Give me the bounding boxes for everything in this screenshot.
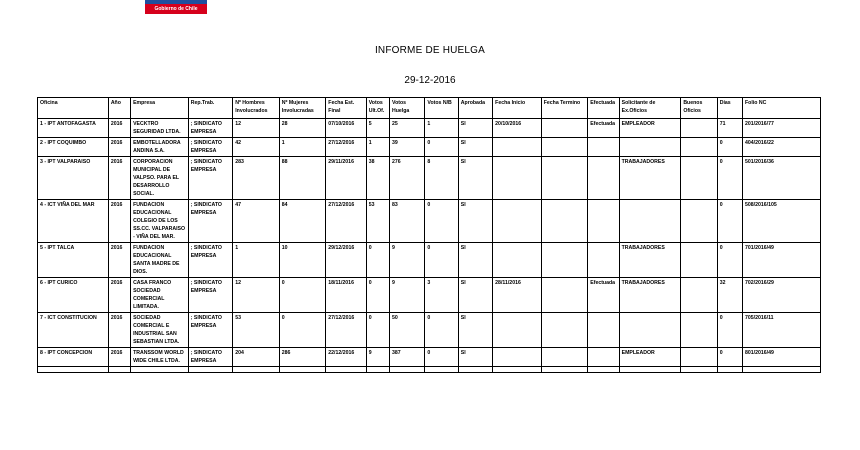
table-cell	[493, 157, 542, 200]
government-logo	[145, 0, 207, 14]
table-cell: 0	[717, 138, 742, 157]
table-cell: 0	[717, 313, 742, 348]
table-cell	[619, 200, 681, 243]
table-cell: 0	[279, 278, 326, 313]
table-cell: 22/12/2016	[326, 348, 366, 367]
table-cell	[541, 200, 588, 243]
table-cell: 28	[279, 119, 326, 138]
table-cell	[493, 348, 542, 367]
column-header: Buenos Oficios	[681, 98, 717, 119]
table-cell: 286	[279, 348, 326, 367]
table-cell: 276	[390, 157, 425, 200]
table-cell: 1	[279, 138, 326, 157]
table-cell	[390, 367, 425, 373]
table-cell: ; SINDICATO EMPRESA	[188, 313, 233, 348]
table-cell	[619, 313, 681, 348]
column-header: Solicitante de Ex.Oficios	[619, 98, 681, 119]
table-cell: 0	[425, 243, 458, 278]
table-cell	[493, 313, 542, 348]
table-cell	[279, 367, 326, 373]
column-header: Folio NC	[743, 98, 821, 119]
table-cell: 1	[425, 119, 458, 138]
table-cell: 201/2016/77	[743, 119, 821, 138]
table-cell	[493, 138, 542, 157]
table-cell: 0	[279, 313, 326, 348]
table-cell: SOCIEDAD COMERCIAL E INDUSTRIAL SAN SEBASTIAN LTDA.	[131, 313, 189, 348]
column-header: Días	[717, 98, 742, 119]
table-cell: 801/2016/49	[743, 348, 821, 367]
table-cell: 387	[390, 348, 425, 367]
table-cell: 2016	[108, 157, 130, 200]
table-cell: 6 - IPT CURICO	[38, 278, 109, 313]
table-cell: 1 - IPT ANTOFAGASTA	[38, 119, 109, 138]
table-cell	[541, 119, 588, 138]
table-cell	[188, 367, 233, 373]
report-date: 29-12-2016	[404, 75, 456, 86]
table-body	[38, 119, 821, 373]
table-cell: CASA FRANCO SOCIEDAD COMERCIAL LIMITADA.	[131, 278, 189, 313]
table-cell: 2016	[108, 278, 130, 313]
column-header: Fecha Termino	[541, 98, 588, 119]
table-cell: 71	[717, 119, 742, 138]
table-cell	[588, 200, 619, 243]
table-cell: SI	[458, 138, 492, 157]
table-cell: 39	[390, 138, 425, 157]
table-cell	[681, 313, 717, 348]
table-cell: 9	[390, 278, 425, 313]
table-cell	[493, 367, 542, 373]
table-cell: 12	[233, 278, 280, 313]
table-cell: SI	[458, 119, 492, 138]
table-cell: 0	[425, 138, 458, 157]
table-cell: ; SINDICATO EMPRESA	[188, 243, 233, 278]
table-cell: 701/2016/49	[743, 243, 821, 278]
table-cell: 27/12/2016	[326, 313, 366, 348]
table-cell: 9	[390, 243, 425, 278]
table-row	[38, 313, 821, 348]
table-cell: 53	[233, 313, 280, 348]
table-cell: 0	[717, 157, 742, 200]
table-cell: 0	[366, 278, 389, 313]
table-row-cutoff	[38, 367, 821, 373]
table-cell: 1	[233, 243, 280, 278]
table-cell: 4 - ICT VIÑA DEL MAR	[38, 200, 109, 243]
table-cell: 702/2016/29	[743, 278, 821, 313]
table-cell: 42	[233, 138, 280, 157]
table-cell	[541, 348, 588, 367]
table-cell: 12	[233, 119, 280, 138]
table-cell: TRABAJADORES	[619, 243, 681, 278]
column-header: Fecha Inicio	[493, 98, 542, 119]
table-cell: 10	[279, 243, 326, 278]
table-cell: 7 - ICT CONSTITUCION	[38, 313, 109, 348]
table-cell: 83	[390, 200, 425, 243]
table-cell	[493, 243, 542, 278]
table-cell: 5	[366, 119, 389, 138]
table-cell	[541, 313, 588, 348]
table-cell: FUNDACION EDUCACIONAL COLEGIO DE LOS SS.CC. VALPARAISO - VIÑA DEL MAR.	[131, 200, 189, 243]
table-cell: 3 - IPT VALPARAISO	[38, 157, 109, 200]
table-cell	[458, 367, 492, 373]
table-cell	[38, 367, 109, 373]
table-cell: 283	[233, 157, 280, 200]
table-cell	[131, 367, 189, 373]
table-cell: ; SINDICATO EMPRESA	[188, 348, 233, 367]
table-cell	[588, 243, 619, 278]
table-row	[38, 200, 821, 243]
column-header: Efectuada	[588, 98, 619, 119]
table-cell: 47	[233, 200, 280, 243]
column-header: Año	[108, 98, 130, 119]
table-cell: 0	[366, 243, 389, 278]
column-header: Votos Ult.Of.	[366, 98, 389, 119]
table-cell: 8	[425, 157, 458, 200]
table-cell	[681, 138, 717, 157]
table-cell	[588, 138, 619, 157]
table-cell	[541, 157, 588, 200]
table-cell: 0	[717, 243, 742, 278]
table-cell: EMPLEADOR	[619, 348, 681, 367]
table-cell: 705/2016/11	[743, 313, 821, 348]
table-cell	[681, 278, 717, 313]
table-cell: 2 - IPT COQUIMBO	[38, 138, 109, 157]
table-cell: 9	[366, 348, 389, 367]
table-header-row	[38, 98, 821, 119]
table-cell: EMBOTELLADORA ANDINA S.A.	[131, 138, 189, 157]
table-cell: 0	[717, 200, 742, 243]
table-cell	[681, 243, 717, 278]
table-cell: SI	[458, 348, 492, 367]
table-cell: 0	[366, 313, 389, 348]
table-cell: 27/12/2016	[326, 200, 366, 243]
table-cell: 8 - IPT CONCEPCION	[38, 348, 109, 367]
report-title: INFORME DE HUELGA	[374, 45, 486, 56]
table-cell: Efectuada	[588, 278, 619, 313]
table-row	[38, 243, 821, 278]
table-cell	[425, 367, 458, 373]
table-cell: ; SINDICATO EMPRESA	[188, 278, 233, 313]
table-cell: EMPLEADOR	[619, 119, 681, 138]
table-cell: 2016	[108, 348, 130, 367]
table-cell	[619, 367, 681, 373]
table-cell: SI	[458, 157, 492, 200]
table-cell	[717, 367, 742, 373]
table-cell	[681, 348, 717, 367]
table-row	[38, 348, 821, 367]
table-cell: 2016	[108, 313, 130, 348]
table-cell	[541, 243, 588, 278]
column-header: Nº Mujeres Involucradas	[279, 98, 326, 119]
table-cell: TRABAJADORES	[619, 157, 681, 200]
table-cell: 404/2016/22	[743, 138, 821, 157]
table-cell: 25	[390, 119, 425, 138]
table-cell: 2016	[108, 138, 130, 157]
column-header: Aprobada	[458, 98, 492, 119]
table-cell	[588, 157, 619, 200]
table-row	[38, 138, 821, 157]
table-cell	[233, 367, 280, 373]
strike-report-table	[37, 97, 821, 373]
table-cell	[681, 367, 717, 373]
logo-text: Gobierno de Chile	[145, 4, 207, 14]
table-cell	[541, 367, 588, 373]
table-cell	[588, 348, 619, 367]
column-header: Oficina	[38, 98, 109, 119]
table-cell: 2016	[108, 243, 130, 278]
table-cell: 32	[717, 278, 742, 313]
table-cell	[541, 138, 588, 157]
table-cell: 3	[425, 278, 458, 313]
table-cell: 501/2016/36	[743, 157, 821, 200]
table-cell	[619, 138, 681, 157]
table-cell	[743, 367, 821, 373]
column-header: Votos Huelga	[390, 98, 425, 119]
table-cell: 84	[279, 200, 326, 243]
table-cell: 29/11/2016	[326, 157, 366, 200]
table-cell: VECKTRO SEGURIDAD LTDA.	[131, 119, 189, 138]
table-cell	[681, 157, 717, 200]
table-cell: 28/11/2016	[493, 278, 542, 313]
table-cell	[588, 367, 619, 373]
table-cell: ; SINDICATO EMPRESA	[188, 138, 233, 157]
table-cell: 27/12/2016	[326, 138, 366, 157]
column-header: Votos N/B	[425, 98, 458, 119]
table-cell: ; SINDICATO EMPRESA	[188, 200, 233, 243]
table-cell: 508/2016/105	[743, 200, 821, 243]
column-header: Rep.Trab.	[188, 98, 233, 119]
table-cell: ; SINDICATO EMPRESA	[188, 157, 233, 200]
table-cell: 2016	[108, 200, 130, 243]
table-cell: 07/10/2016	[326, 119, 366, 138]
column-header: Nº Hombres Involucrados	[233, 98, 280, 119]
table-cell: 20/10/2016	[493, 119, 542, 138]
table-cell: 29/12/2016	[326, 243, 366, 278]
table-cell: 0	[717, 348, 742, 367]
table-row	[38, 278, 821, 313]
table-cell	[681, 200, 717, 243]
table-cell	[493, 200, 542, 243]
table-cell: ; SINDICATO EMPRESA	[188, 119, 233, 138]
table-cell	[541, 278, 588, 313]
table-cell: TRABAJADORES	[619, 278, 681, 313]
table-cell	[366, 367, 389, 373]
table-cell	[588, 313, 619, 348]
column-header: Fecha Est. Final	[326, 98, 366, 119]
table-cell: 53	[366, 200, 389, 243]
table-cell: FUNDACION EDUCACIONAL SANTA MADRE DE DIOS.	[131, 243, 189, 278]
table-cell	[681, 119, 717, 138]
table-cell	[326, 367, 366, 373]
table-cell: SI	[458, 313, 492, 348]
table-cell: 0	[425, 313, 458, 348]
table-cell: 18/11/2016	[326, 278, 366, 313]
column-header: Empresa	[131, 98, 189, 119]
table-cell: 0	[425, 348, 458, 367]
table-cell	[108, 367, 130, 373]
table-cell: 38	[366, 157, 389, 200]
table-cell: SI	[458, 200, 492, 243]
table-cell: CORPORACION MUNICIPAL DE VALPSO. PARA EL DESARROLLO SOCIAL.	[131, 157, 189, 200]
table-row	[38, 157, 821, 200]
table-cell: 1	[366, 138, 389, 157]
table-cell: SI	[458, 278, 492, 313]
table-cell: 88	[279, 157, 326, 200]
table-cell: 50	[390, 313, 425, 348]
table-cell: 2016	[108, 119, 130, 138]
table-row	[38, 119, 821, 138]
table-cell: 5 - IPT TALCA	[38, 243, 109, 278]
table-cell: 0	[425, 200, 458, 243]
table-cell: 204	[233, 348, 280, 367]
table-cell: SI	[458, 243, 492, 278]
table-cell: TRANSSOM WORLD WIDE CHILE LTDA.	[131, 348, 189, 367]
table-cell: Efectuada	[588, 119, 619, 138]
